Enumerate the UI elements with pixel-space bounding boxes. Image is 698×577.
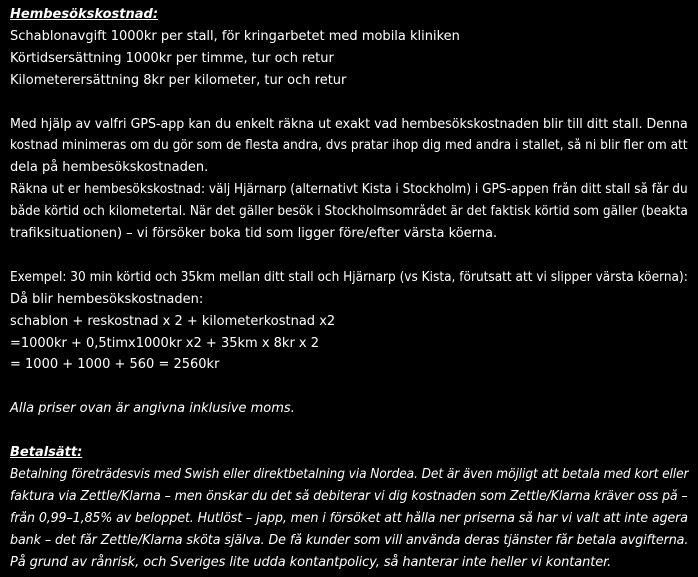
- example-result-line: = 1000 + 1000 + 560 = 2560kr: [10, 357, 220, 373]
- visit-cost-line: Körtidsersättning 1000kr per timme, tur och retur: [10, 50, 334, 66]
- spacer: [10, 92, 688, 114]
- example-formula-line: =1000kr + 0,5timx1000kr x2 + 35km x 8kr x 2: [10, 335, 320, 351]
- payment-line: från 0,99–1,85% av beloppet. Hutlöst – japp, men i försöket att hålla ner priserna så har vi valt att inte agera: [10, 510, 688, 526]
- visit-cost-section: [10, 4, 688, 92]
- example-section: [10, 267, 688, 377]
- gps-paragraph-line: Med hjälp av valfri GPS-app kan du enkelt räkna ut exakt vad hembesökskostnaden blir till ditt stall. Denna: [10, 116, 688, 132]
- spacer: [10, 245, 688, 267]
- example-line: Exempel: 30 min körtid och 35km mellan ditt stall och Hjärnarp (vs Kista, förutsatt att vi slipper värsta köerna):: [10, 269, 688, 285]
- spacer: [10, 420, 688, 442]
- gps-section: [10, 114, 688, 245]
- gps-paragraph-line: Räkna ut er hembesökskostnad: välj Hjärnarp (alternativt Kista i Stockholm) i GPS-appen från ditt stall så får du: [10, 182, 688, 198]
- visit-cost-line: Kilometerersättning 8kr per kilometer, tur och retur: [10, 72, 347, 88]
- visit-cost-heading: Hembesökskostnad:: [10, 7, 159, 22]
- payment-line: faktura via Zettle/Klarna – men önskar du det så debiterar vi dig kostnaden som Zettle/Klarna kräver oss på –: [10, 488, 688, 504]
- payment-heading: Betalsätt:: [10, 445, 83, 461]
- gps-paragraph-line: dela på hembesökskostnaden.: [10, 160, 209, 176]
- gps-paragraph-line: både körtid och kilometertal. När det gäller besök i Stockholmsområdet är det faktisk körtid som gäller (beakta: [10, 204, 688, 220]
- payment-line: På grund av rånrisk, och Sveriges lite udda kontantpolicy, så hanterar inte heller vi kontanter.: [10, 554, 612, 570]
- example-line: Då blir hembesökskostnaden:: [10, 291, 204, 307]
- gps-paragraph-line: trafiksituationen) – vi försöker boka tid som ligger före/efter värsta köerna.: [10, 226, 498, 242]
- document: [10, 4, 688, 574]
- visit-cost-line: Schablonavgift 1000kr per stall, för kringarbetet med mobila kliniken: [10, 28, 460, 44]
- vat-note: Alla priser ovan är angivna inklusive moms.: [10, 401, 295, 417]
- payment-section: [10, 442, 688, 573]
- gps-paragraph-line: kostnad minimeras om du gör som de flesta andra, dvs pratar ihop dig med andra i stallet, så ni blir fler om att: [10, 138, 688, 154]
- spacer: [10, 376, 688, 398]
- payment-line: Betalning företrädesvis med Swish eller direktbetalning via Nordea. Det är även möjligt att betala med kort eller: [10, 466, 689, 482]
- payment-line: bank – det får Zettle/Klarna sköta själva. De få kunder som vill använda deras tjänster får betala avgifterna.: [10, 532, 689, 548]
- example-formula-line: schablon + reskostnad x 2 + kilometerkostnad x2: [10, 313, 336, 329]
